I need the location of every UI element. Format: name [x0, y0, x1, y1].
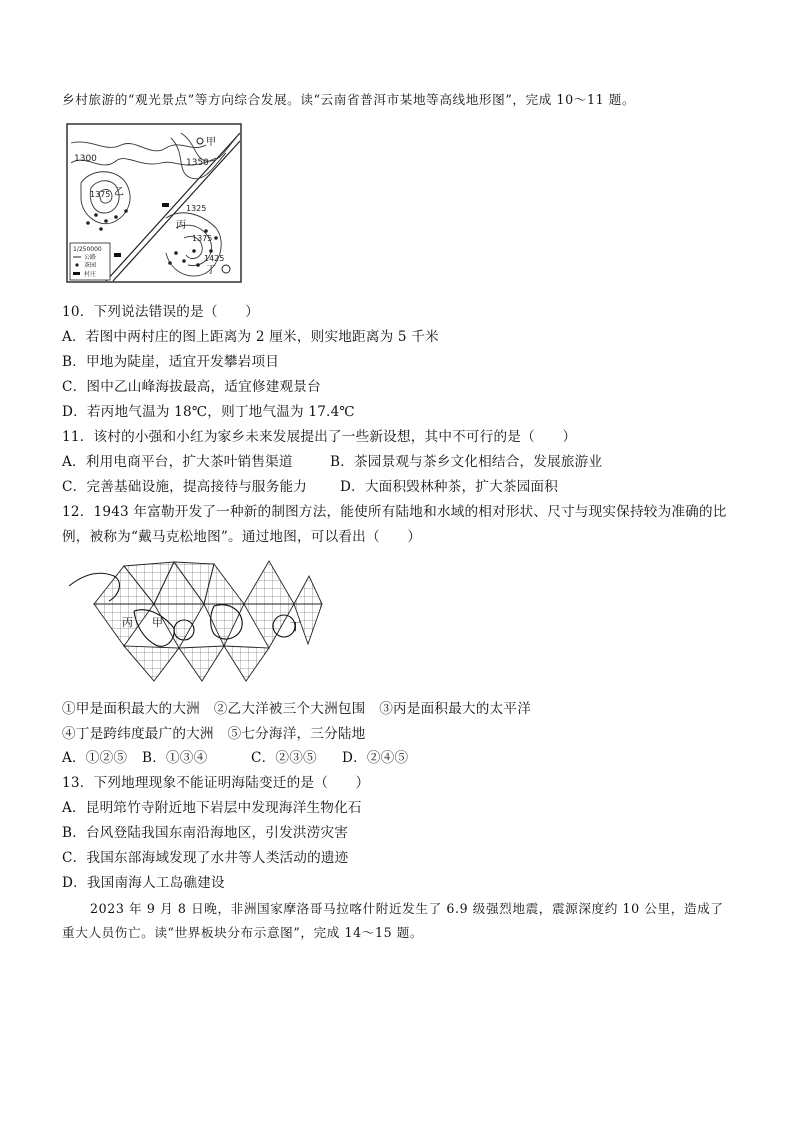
q13-option-b[interactable]: B．台风登陆我国东南沿海地区，引发洪涝灾害: [62, 825, 349, 841]
intro-text-1: 乡村旅游的“观光景点”等方向综合发展。读“云南省普洱市某地等高线地形图”，完成 10～11 题。: [62, 92, 636, 107]
q10-option-b[interactable]: B．甲地为陡崖，适宜开发攀岩项目: [62, 354, 280, 370]
map-label-jia: 甲: [152, 616, 163, 629]
q10-option-a[interactable]: A．若图中两村庄的图上距离为 2 厘米，则实地距离为 5 千米: [62, 329, 439, 345]
contour-label-1375b: 1375: [192, 234, 213, 243]
dymaxion-map: [64, 556, 324, 686]
contour-label-1425: 1425: [204, 254, 225, 263]
legend-tea: 茶园: [84, 262, 97, 269]
q12-statements-1: ①甲是面积最大的大洲 ②乙大洋被三个大洲包围 ③丙是面积最大的太平洋: [62, 701, 531, 717]
village-icon-1: [162, 203, 169, 207]
contour-map: [66, 123, 242, 283]
tea-legend-icon: [75, 263, 78, 266]
place-label-yi: 乙: [114, 187, 124, 198]
contour-map-figure: [66, 123, 242, 283]
q12-stem-1: 12．1943 年富勒开发了一种新的制图方法，能使所有陆地和水域的相对形状、尺寸与现实保持较为准确的比: [62, 504, 727, 520]
q12-option-a[interactable]: A．①②⑤: [62, 750, 128, 766]
q11-option-a[interactable]: A．利用电商平台，扩大茶叶销售渠道: [62, 454, 293, 470]
q12-option-c[interactable]: C．②③⑤: [251, 750, 317, 766]
q10-option-c[interactable]: C．图中乙山峰海拔最高，适宜修建观景台: [62, 379, 321, 395]
map-label-bing: 丙: [122, 616, 133, 629]
q12-option-b[interactable]: B．①③④: [142, 750, 208, 766]
q10-option-d[interactable]: D．若丙地气温为 18℃，则丁地气温为 17.4℃: [62, 404, 355, 420]
dymaxion-map-figure: [64, 556, 324, 686]
q13-stem: 13．下列地理现象不能证明海陆变迁的是（ ）: [62, 775, 370, 791]
place-label-bing: 丙: [176, 220, 186, 231]
q10-stem: 10．下列说法错误的是（ ）: [62, 304, 260, 320]
q12-option-d[interactable]: D．②④⑤: [342, 750, 409, 766]
contour-label-1325: 1325: [186, 204, 207, 213]
intro-text-2-line-1: 2023 年 9 月 8 日晚，非洲国家摩洛哥马拉喀什附近发生了 6.9 级强烈地震，震源深度约 10 公里，造成了: [90, 901, 724, 916]
intro-text-2-line-2: 重大人员伤亡。读“世界板块分布示意图”，完成 14～15 题。: [62, 925, 424, 940]
q13-option-a[interactable]: A．昆明筇竹寺附近地下岩层中发现海洋生物化石: [62, 800, 362, 816]
village-legend-icon: [73, 272, 80, 275]
q11-row-1: [62, 452, 603, 472]
q11-option-b[interactable]: B．茶园景观与茶乡文化相结合，发展旅游业: [330, 454, 603, 470]
legend-road: 公路: [84, 254, 97, 261]
q11-stem: 11．该村的小强和小红为家乡未来发展提出了一些新设想，其中不可行的是（ ）: [62, 429, 577, 445]
q12-statements-2: ④丁是跨纬度最广的大洲 ⑤七分海洋，三分陆地: [62, 726, 366, 742]
q12-options-row: [62, 748, 409, 768]
place-label-ding: 丁: [206, 265, 216, 276]
q11-option-c[interactable]: C．完善基础设施，提高接待与服务能力: [62, 479, 308, 495]
map-label-ding: 丁: [290, 620, 301, 633]
village-icon-2: [114, 253, 121, 257]
contour-label-1375: 1375: [90, 190, 111, 199]
q11-option-d[interactable]: D．大面积毁林种茶，扩大茶园面积: [340, 479, 559, 495]
contour-label-1300: 1300: [74, 154, 97, 164]
q12-stem-2: 例，被称为“戴马克松地图”。通过地图，可以看出（ ）: [62, 529, 422, 545]
place-label-jia: 甲: [206, 137, 216, 148]
q11-row-2: [62, 477, 559, 497]
map-scale: 1/250000: [73, 246, 102, 253]
contour-label-1350: 1350: [186, 158, 209, 168]
q13-option-c[interactable]: C．我国东部海域发现了水井等人类活动的遗迹: [62, 850, 349, 866]
legend-village: 村庄: [84, 271, 97, 278]
q13-option-d[interactable]: D．我国南海人工岛礁建设: [62, 875, 225, 891]
